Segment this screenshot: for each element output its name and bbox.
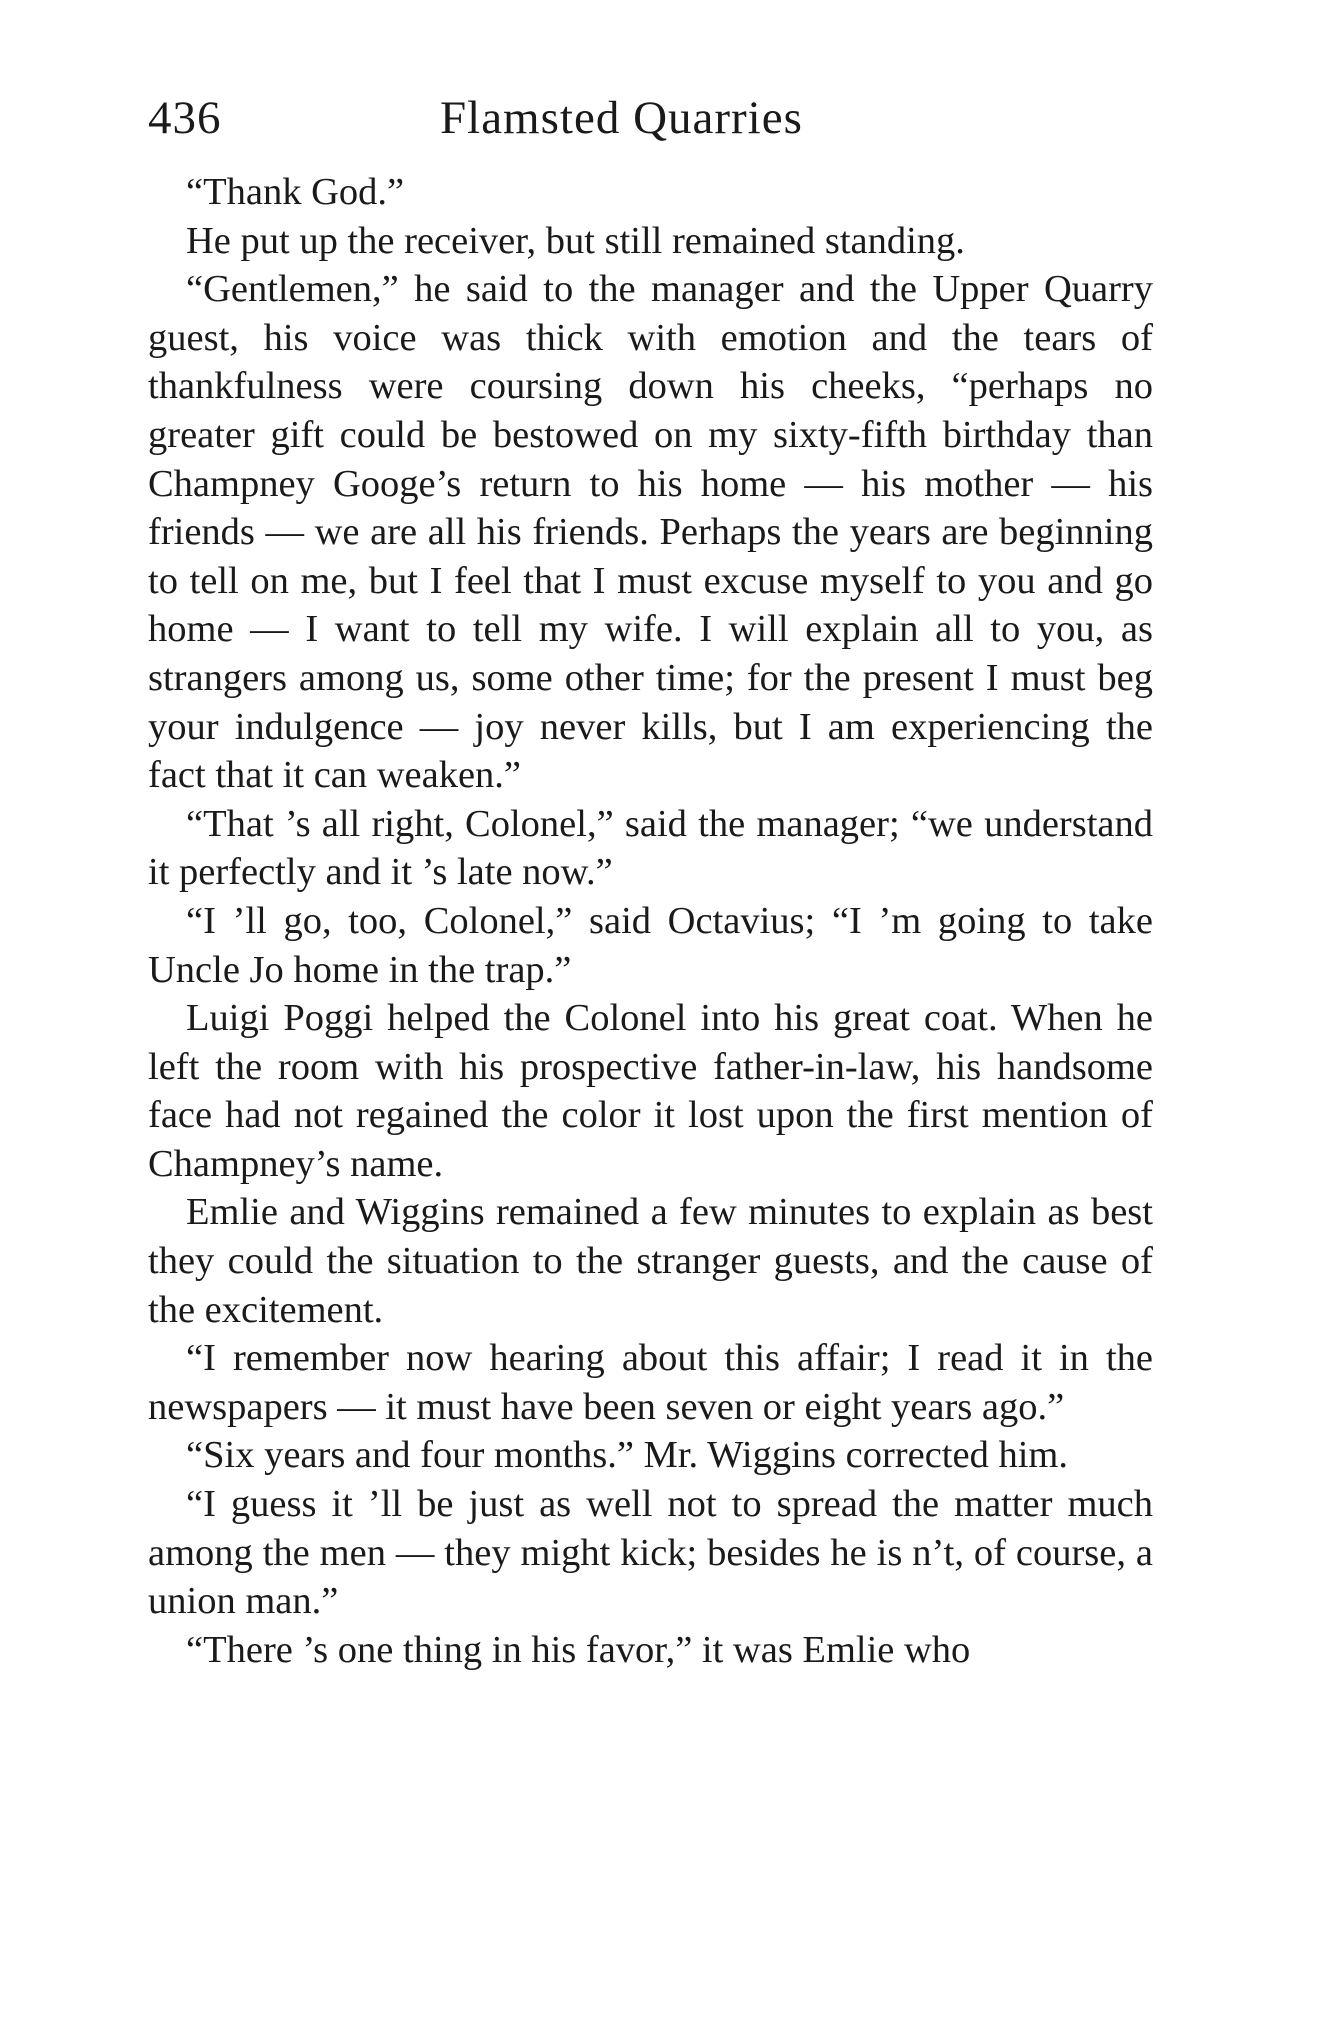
body-text <box>148 168 1153 1674</box>
paragraph: “I ’ll go, too, Colonel,” said Octavius; “I ’m going to take Uncle Jo home in the trap.” <box>148 899 1153 991</box>
paragraph: “There ’s one thing in his favor,” it was Emlie who <box>186 1628 971 1671</box>
paragraph: “Gentlemen,” he said to the manager and the Upper Quarry guest, his voice was thick with emotion and the tears of thankfulness were coursing down his cheeks, “perhaps no greater gift could be bestowed on my sixty-fifth birthday than Champney Googe’s return to his home — his mother — his friends — we are all his friends. Perhaps the years are beginning to tell on me, but I feel that I must excuse myself to you and go home — I want to tell my wife. I will explain all to you, as strangers among us, some other time; for the present I must beg your indulgence — joy never kills, but I am experiencing the fact that it can weaken.” <box>148 268 1153 797</box>
paragraph: “I remember now hearing about this affair; I read it in the newspapers — it must have been seven or eight years ago.” <box>148 1337 1153 1428</box>
paragraph: “Thank God.” <box>186 171 405 213</box>
paragraph: He put up the receiver, but still remained standing. <box>186 219 965 262</box>
page-header <box>148 88 1153 148</box>
paragraph: “That ’s all right, Colonel,” said the manager; “we understand it perfectly and it ’s late now.” <box>148 802 1153 894</box>
running-title: Flamsted Quarries <box>440 92 803 144</box>
page-number: 436 <box>148 92 222 144</box>
paragraph: Luigi Poggi helped the Colonel into his great coat. When he left the room with his prospective father-in-law, his handsome face had not regained the color it lost upon the first mention of Champney’s name. <box>148 997 1153 1185</box>
paragraph: Emlie and Wiggins remained a few minutes to explain as best they could the situation to the stranger guests, and the cause of the excitement. <box>148 1191 1153 1331</box>
paragraph: “Six years and four months.” Mr. Wiggins corrected him. <box>186 1434 1068 1477</box>
paragraph: “I guess it ’ll be just as well not to spread the matter much among the men — they might kick; besides he is n’t, of course, a union man.” <box>148 1483 1153 1623</box>
